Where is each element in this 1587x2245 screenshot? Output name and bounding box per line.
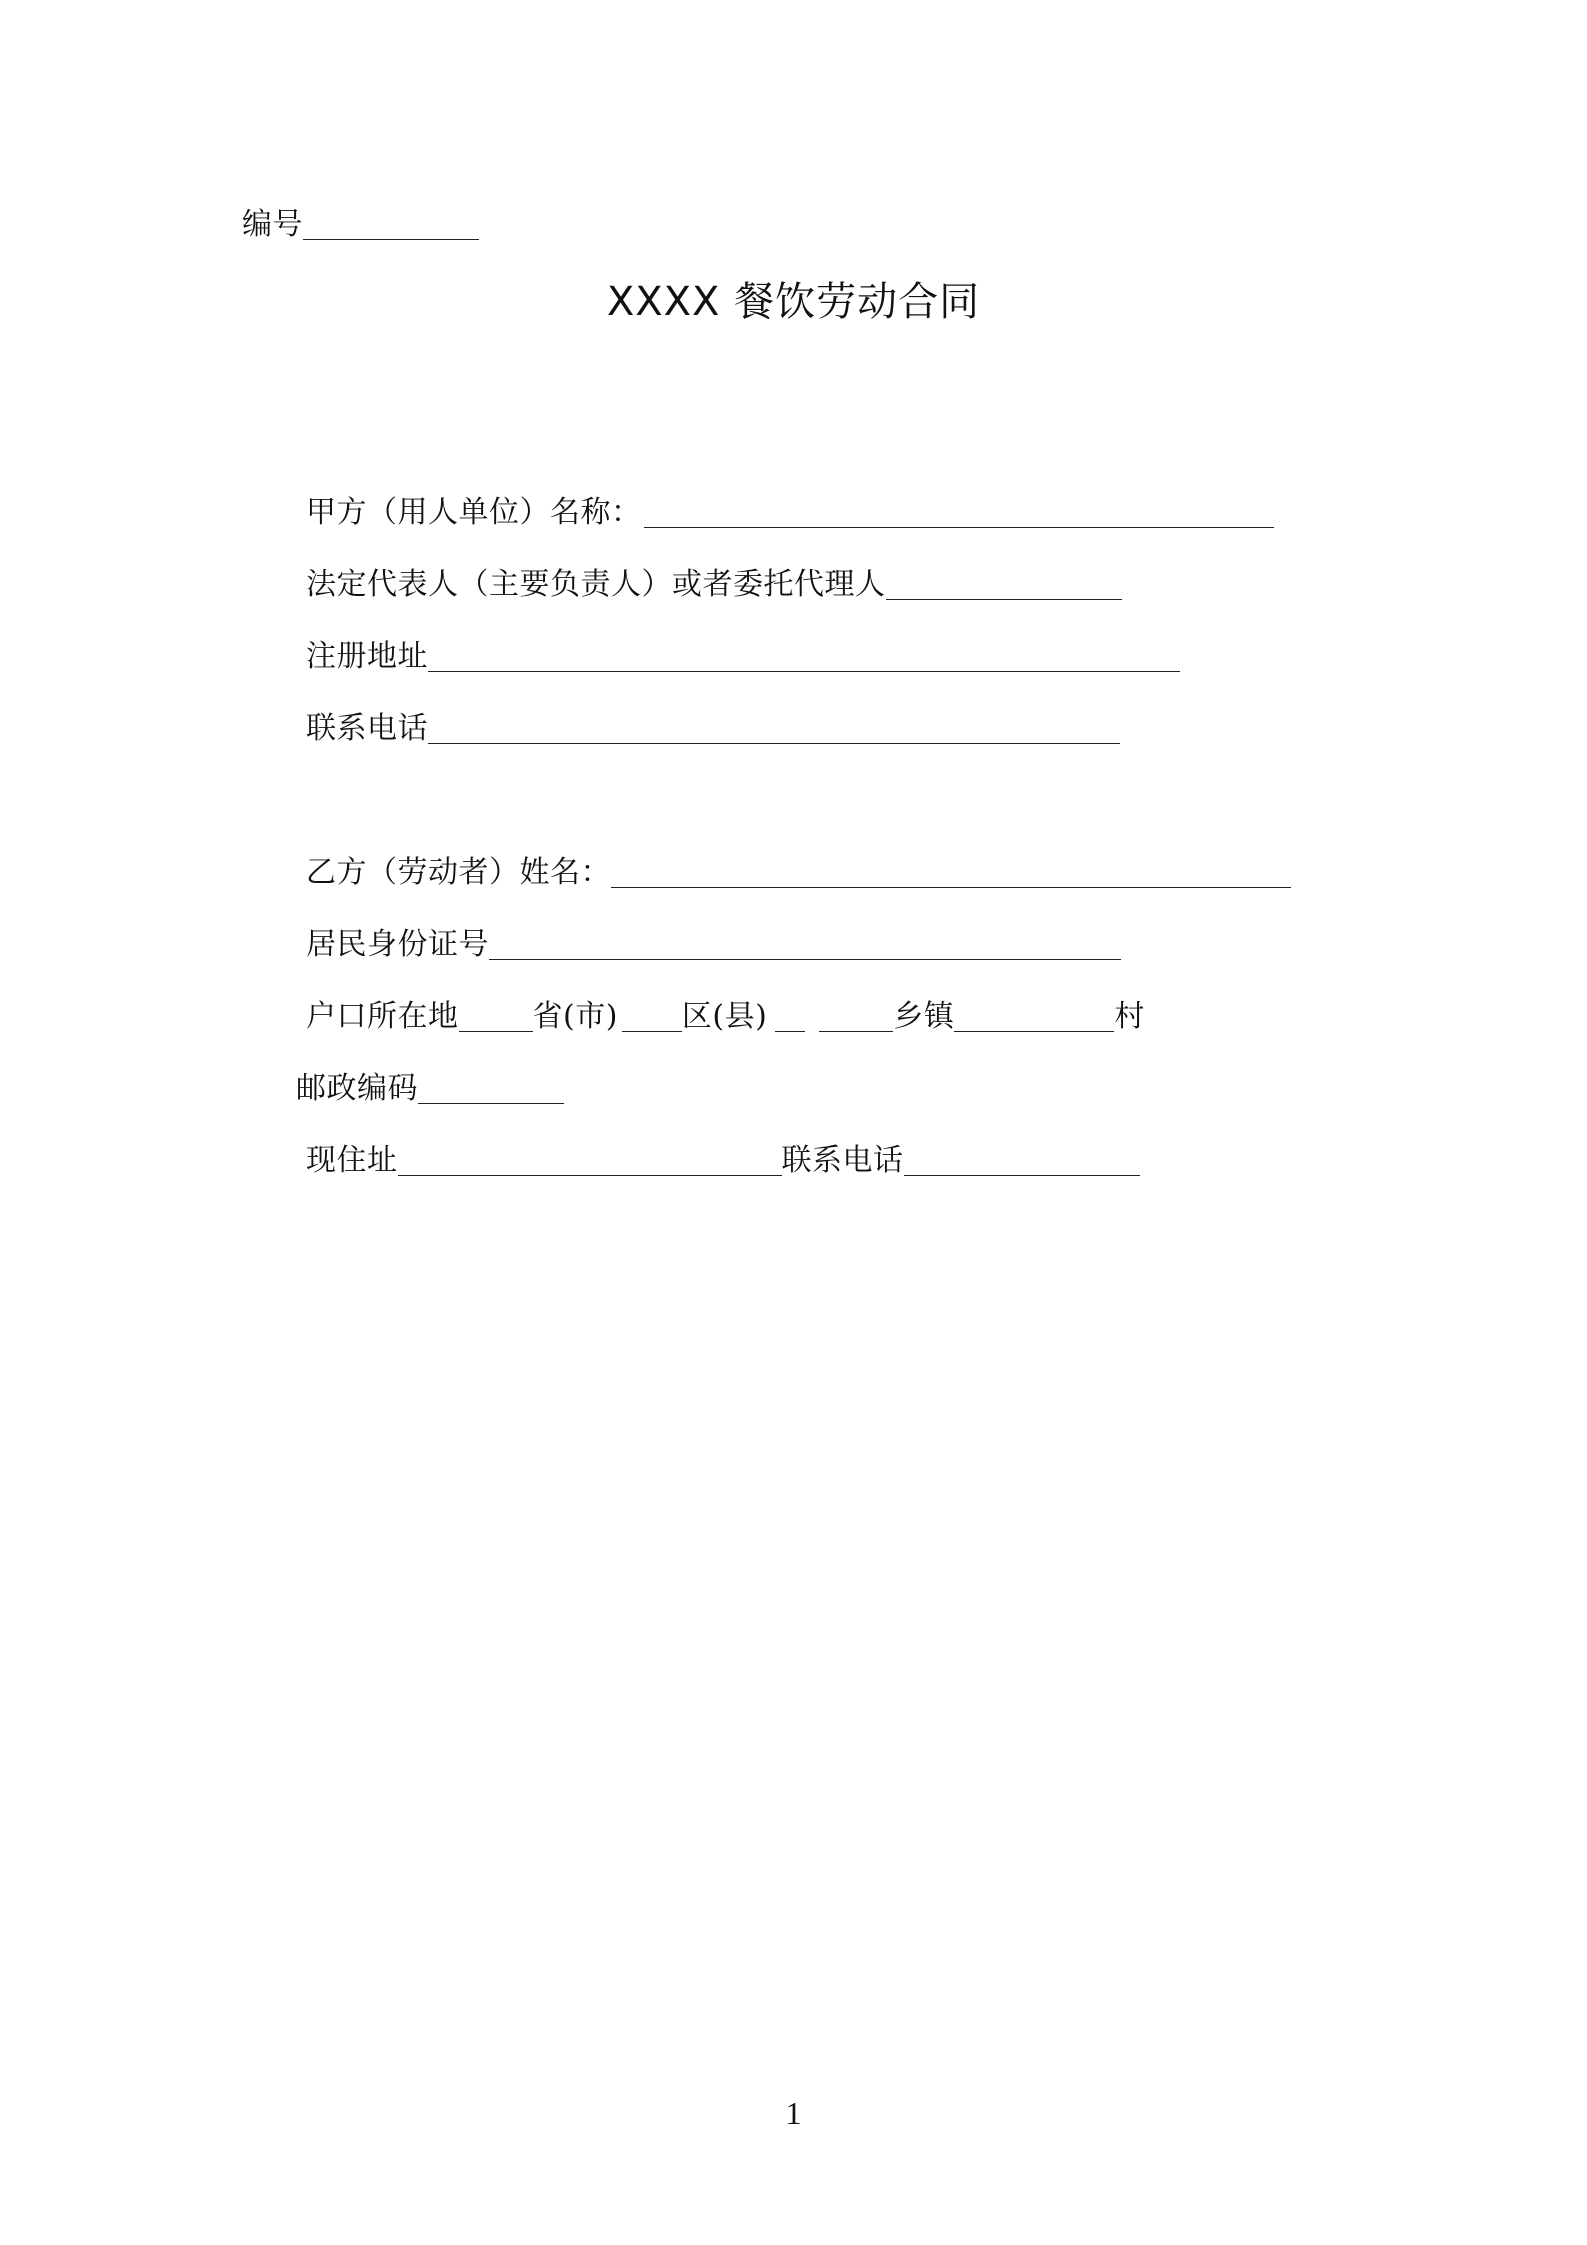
party-b-id-label: 居民身份证号 xyxy=(306,927,489,962)
party-a-address-line xyxy=(306,638,1180,676)
party-a-address-label: 注册地址 xyxy=(306,639,428,674)
hukou-village-label: 村 xyxy=(1114,999,1145,1034)
serial-number-label: 编号 xyxy=(242,207,303,242)
party-b-postcode-blank[interactable] xyxy=(418,1073,564,1104)
serial-number-line xyxy=(242,206,479,244)
party-a-name-label: 甲方（用人单位）名称： xyxy=(306,495,642,530)
hukou-district-label: 区(县) xyxy=(681,999,768,1034)
party-a-address-blank[interactable] xyxy=(428,641,1180,672)
document-title: XXXX 餐饮劳动合同 xyxy=(606,279,981,325)
party-a-phone-line xyxy=(306,710,1120,748)
hukou-town-label: 乡镇 xyxy=(893,999,955,1034)
party-b-name-blank[interactable] xyxy=(611,857,1291,888)
party-b-current-address-label: 现住址 xyxy=(306,1143,398,1178)
party-a-rep-label: 法定代表人（主要负责人）或者委托代理人 xyxy=(306,567,886,602)
party-b-hukou-label: 户口所在地 xyxy=(306,999,459,1034)
party-b-id-line xyxy=(306,926,1121,964)
party-b-id-blank[interactable] xyxy=(489,929,1121,960)
party-b-postcode-line xyxy=(296,1070,564,1108)
hukou-village-blank[interactable] xyxy=(954,1001,1114,1032)
hukou-province-blank[interactable] xyxy=(459,1001,533,1032)
serial-number-blank[interactable] xyxy=(303,209,479,240)
party-b-current-address-line xyxy=(306,1142,1140,1180)
party-a-name-line xyxy=(306,494,1274,532)
hukou-district-extra-blank[interactable] xyxy=(775,1001,805,1032)
party-b-postcode-label: 邮政编码 xyxy=(296,1071,418,1106)
party-a-phone-blank[interactable] xyxy=(428,713,1120,744)
party-a-rep-blank[interactable] xyxy=(886,569,1122,600)
party-b-phone-blank[interactable] xyxy=(904,1145,1140,1176)
hukou-province-label: 省(市) xyxy=(532,999,618,1034)
party-b-name-label: 乙方（劳动者）姓名： xyxy=(306,855,611,890)
party-b-phone-label: 联系电话 xyxy=(781,1143,904,1178)
hukou-district-blank[interactable] xyxy=(622,1001,682,1032)
party-a-rep-line xyxy=(306,566,1122,604)
page-number: 1 xyxy=(785,2095,802,2131)
party-a-name-blank[interactable] xyxy=(644,497,1274,528)
party-b-name-line xyxy=(306,854,1291,892)
party-a-phone-label: 联系电话 xyxy=(306,711,428,746)
party-b-hukou-line xyxy=(306,998,1145,1036)
party-b-current-address-blank[interactable] xyxy=(398,1145,782,1176)
hukou-town-blank[interactable] xyxy=(819,1001,893,1032)
